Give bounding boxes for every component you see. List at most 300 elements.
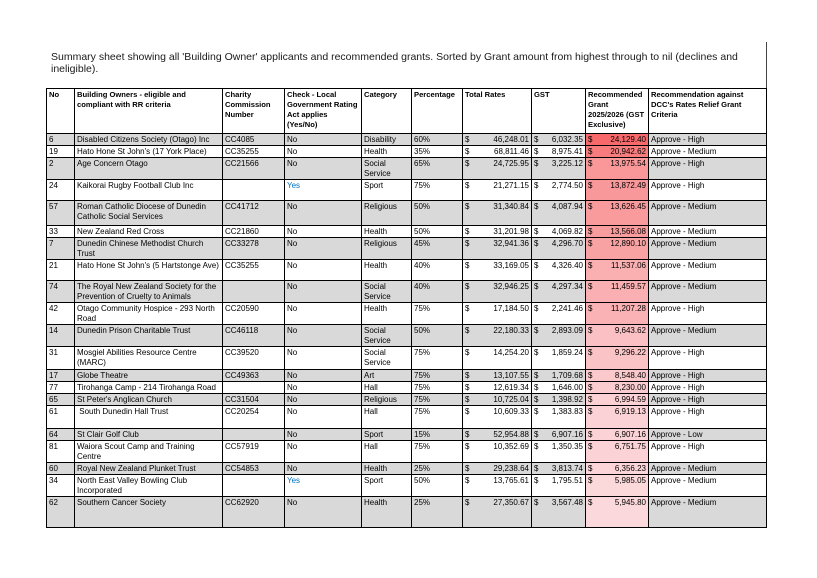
title-cell-right-border: [766, 42, 767, 88]
gst-amount: 4,297.34: [551, 282, 583, 291]
gst-amount: 1,859.24: [551, 348, 583, 357]
grant-amount: 11,207.28: [611, 304, 646, 313]
grant-amount: 8,230.00: [614, 383, 646, 392]
table-row: [47, 281, 767, 303]
cell-gst: [532, 325, 586, 347]
currency-symbol: $: [588, 135, 593, 144]
cell-owner: Dunedin Chinese Methodist Church Trust: [75, 238, 223, 260]
cell-total_rates: [463, 347, 532, 370]
cell-category: Health: [362, 303, 412, 325]
grant-amount: 24,129.40: [610, 135, 646, 144]
cell-owner: Otago Community Hospice - 293 North Road: [75, 303, 223, 325]
cell-grant: [586, 463, 649, 475]
gst-amount: 2,241.46: [551, 304, 583, 313]
cell-recommendation: Approve - High: [649, 347, 767, 370]
currency-symbol: $: [534, 135, 539, 144]
cell-category: Health: [362, 146, 412, 158]
cell-category: Religious: [362, 394, 412, 406]
currency-symbol: $: [465, 476, 470, 485]
cell-gst: [532, 146, 586, 158]
total_rates-amount: 33,169.05: [493, 261, 529, 270]
grant-amount: 13,975.54: [610, 159, 646, 168]
cell-check: No: [285, 238, 362, 260]
gst-amount: 1,709.68: [551, 371, 583, 380]
cell-recommendation: Approve - High: [649, 406, 767, 429]
cell-charity: [223, 429, 285, 441]
cell-total_rates: [463, 441, 532, 463]
cell-gst: [532, 441, 586, 463]
total_rates-amount: 10,609.33: [493, 407, 529, 416]
cell-check: No: [285, 281, 362, 303]
cell-grant: [586, 201, 649, 226]
cell-total_rates: [463, 226, 532, 238]
cell-grant: [586, 441, 649, 463]
table-body: [47, 134, 767, 528]
column-header-check: Check - Local Government Rating Act applies (Yes/No): [285, 89, 362, 134]
cell-check: No: [285, 325, 362, 347]
cell-gst: [532, 226, 586, 238]
cell-owner: St Clair Golf Club: [75, 429, 223, 441]
cell-recommendation: Approve - Low: [649, 429, 767, 441]
cell-category: Art: [362, 370, 412, 382]
cell-percentage: 15%: [412, 429, 463, 441]
currency-symbol: $: [588, 464, 593, 473]
cell-recommendation: Approve - Medium: [649, 201, 767, 226]
cell-recommendation: Approve - Medium: [649, 497, 767, 528]
column-header-total_rates: Total Rates: [463, 89, 532, 134]
cell-recommendation: Approve - High: [649, 158, 767, 180]
cell-category: Sport: [362, 429, 412, 441]
gst-amount: 8,975.41: [551, 147, 583, 156]
cell-recommendation: Approve - Medium: [649, 325, 767, 347]
grant-amount: 11,459.57: [611, 282, 646, 291]
cell-total_rates: [463, 463, 532, 475]
currency-symbol: $: [465, 407, 470, 416]
cell-total_rates: [463, 394, 532, 406]
cell-percentage: 50%: [412, 325, 463, 347]
grant-amount: 6,356.23: [614, 464, 646, 473]
currency-symbol: $: [465, 498, 470, 507]
cell-no: 42: [47, 303, 75, 325]
cell-check: No: [285, 260, 362, 281]
currency-symbol: $: [534, 407, 539, 416]
cell-no: 7: [47, 238, 75, 260]
cell-check: No: [285, 303, 362, 325]
total_rates-amount: 46,248.01: [493, 135, 529, 144]
cell-recommendation: Approve - High: [649, 303, 767, 325]
cell-owner: Age Concern Otago: [75, 158, 223, 180]
cell-total_rates: [463, 134, 532, 146]
currency-symbol: $: [534, 348, 539, 357]
cell-percentage: 50%: [412, 201, 463, 226]
total_rates-amount: 24,725.95: [493, 159, 529, 168]
cell-no: 19: [47, 146, 75, 158]
currency-symbol: $: [465, 181, 470, 190]
grant-amount: 5,945.80: [614, 498, 646, 507]
page-title: Summary sheet showing all 'Building Owner' applicants and recommended grants. Sorted by Grant amount from highest through to nil (declines and ineligible).: [51, 51, 738, 75]
cell-no: 24: [47, 180, 75, 201]
total_rates-amount: 31,340.84: [493, 202, 529, 211]
currency-symbol: $: [534, 498, 539, 507]
header-row: [47, 89, 767, 134]
cell-gst: [532, 303, 586, 325]
cell-category: Social Service: [362, 347, 412, 370]
cell-check: No: [285, 497, 362, 528]
currency-symbol: $: [534, 371, 539, 380]
cell-charity: CC33278: [223, 238, 285, 260]
cell-grant: [586, 260, 649, 281]
currency-symbol: $: [534, 442, 539, 451]
cell-no: 64: [47, 429, 75, 441]
column-header-category: Category: [362, 89, 412, 134]
currency-symbol: $: [588, 395, 593, 404]
cell-no: 31: [47, 347, 75, 370]
cell-total_rates: [463, 303, 532, 325]
currency-symbol: $: [588, 159, 593, 168]
cell-grant: [586, 325, 649, 347]
cell-total_rates: [463, 429, 532, 441]
currency-symbol: $: [588, 348, 593, 357]
total_rates-amount: 10,725.04: [493, 395, 529, 404]
grant-amount: 6,907.16: [614, 430, 646, 439]
cell-recommendation: Approve - High: [649, 370, 767, 382]
cell-category: Health: [362, 260, 412, 281]
cell-grant: [586, 238, 649, 260]
cell-check: No: [285, 347, 362, 370]
cell-check: No: [285, 370, 362, 382]
table-row: [47, 146, 767, 158]
currency-symbol: $: [534, 395, 539, 404]
cell-owner: Mosgiel Abilities Resource Centre (MARC): [75, 347, 223, 370]
cell-grant: [586, 281, 649, 303]
currency-symbol: $: [588, 371, 593, 380]
cell-category: Hall: [362, 441, 412, 463]
total_rates-amount: 32,946.25: [493, 282, 529, 291]
cell-gst: [532, 463, 586, 475]
table-row: [47, 238, 767, 260]
cell-no: 57: [47, 201, 75, 226]
gst-amount: 1,350.35: [551, 442, 583, 451]
cell-category: Religious: [362, 201, 412, 226]
table-row: [47, 382, 767, 394]
cell-owner: St Peter's Anglican Church: [75, 394, 223, 406]
gst-amount: 2,893.09: [551, 326, 583, 335]
currency-symbol: $: [588, 498, 593, 507]
cell-gst: [532, 260, 586, 281]
table-row: [47, 347, 767, 370]
cell-percentage: 60%: [412, 134, 463, 146]
cell-recommendation: Approve - Medium: [649, 238, 767, 260]
column-header-charity: Charity Commission Number: [223, 89, 285, 134]
currency-symbol: $: [534, 326, 539, 335]
cell-grant: [586, 394, 649, 406]
currency-symbol: $: [465, 202, 470, 211]
currency-symbol: $: [465, 371, 470, 380]
table-row: [47, 463, 767, 475]
currency-symbol: $: [465, 442, 470, 451]
currency-symbol: $: [534, 147, 539, 156]
cell-percentage: 65%: [412, 158, 463, 180]
grants-table: [46, 88, 767, 528]
cell-recommendation: Approve - Medium: [649, 260, 767, 281]
cell-charity: [223, 382, 285, 394]
total_rates-amount: 14,254.20: [493, 348, 529, 357]
cell-grant: [586, 180, 649, 201]
cell-percentage: 35%: [412, 146, 463, 158]
cell-no: 21: [47, 260, 75, 281]
cell-check: No: [285, 441, 362, 463]
cell-grant: [586, 429, 649, 441]
cell-recommendation: Approve - High: [649, 441, 767, 463]
cell-percentage: 75%: [412, 406, 463, 429]
cell-owner: South Dunedin Hall Trust: [75, 406, 223, 429]
cell-owner: The Royal New Zealand Society for the Prevention of Cruelty to Animals: [75, 281, 223, 303]
currency-symbol: $: [534, 430, 539, 439]
currency-symbol: $: [534, 304, 539, 313]
cell-category: Sport: [362, 475, 412, 497]
cell-percentage: 75%: [412, 382, 463, 394]
currency-symbol: $: [588, 326, 593, 335]
currency-symbol: $: [465, 135, 470, 144]
cell-no: 34: [47, 475, 75, 497]
cell-category: Disability: [362, 134, 412, 146]
cell-check: No: [285, 429, 362, 441]
cell-check: Yes: [285, 180, 362, 201]
cell-total_rates: [463, 158, 532, 180]
currency-symbol: $: [465, 395, 470, 404]
gst-amount: 4,087.94: [551, 202, 583, 211]
cell-total_rates: [463, 146, 532, 158]
currency-symbol: $: [588, 442, 593, 451]
cell-no: 74: [47, 281, 75, 303]
cell-percentage: 25%: [412, 463, 463, 475]
cell-category: Health: [362, 463, 412, 475]
currency-symbol: $: [534, 239, 539, 248]
cell-grant: [586, 497, 649, 528]
cell-no: 65: [47, 394, 75, 406]
table-row: [47, 303, 767, 325]
cell-charity: CC62920: [223, 497, 285, 528]
table-row: [47, 158, 767, 180]
grant-amount: 13,626.45: [610, 202, 646, 211]
cell-check: No: [285, 134, 362, 146]
cell-recommendation: Approve - Medium: [649, 463, 767, 475]
cell-category: Hall: [362, 382, 412, 394]
cell-gst: [532, 238, 586, 260]
cell-owner: Tirohanga Camp - 214 Tirohanga Road: [75, 382, 223, 394]
cell-owner: Disabled Citizens Society (Otago) Inc: [75, 134, 223, 146]
grant-amount: 6,994.59: [614, 395, 646, 404]
cell-grant: [586, 146, 649, 158]
total_rates-amount: 13,765.61: [493, 476, 529, 485]
cell-percentage: 75%: [412, 303, 463, 325]
cell-check: No: [285, 394, 362, 406]
cell-charity: CC31504: [223, 394, 285, 406]
cell-gst: [532, 475, 586, 497]
cell-no: 60: [47, 463, 75, 475]
currency-symbol: $: [465, 348, 470, 357]
cell-percentage: 45%: [412, 238, 463, 260]
cell-total_rates: [463, 201, 532, 226]
currency-symbol: $: [534, 476, 539, 485]
cell-total_rates: [463, 180, 532, 201]
gst-amount: 6,907.16: [551, 430, 583, 439]
currency-symbol: $: [465, 261, 470, 270]
table-row: [47, 180, 767, 201]
cell-charity: [223, 475, 285, 497]
cell-charity: CC54853: [223, 463, 285, 475]
table-row: [47, 406, 767, 429]
cell-category: Hall: [362, 406, 412, 429]
cell-no: 81: [47, 441, 75, 463]
cell-charity: CC35255: [223, 146, 285, 158]
currency-symbol: $: [588, 239, 593, 248]
cell-total_rates: [463, 406, 532, 429]
cell-owner: Dunedin Prison Charitable Trust: [75, 325, 223, 347]
gst-amount: 4,069.82: [551, 227, 583, 236]
cell-owner: Royal New Zealand Plunket Trust: [75, 463, 223, 475]
cell-total_rates: [463, 238, 532, 260]
currency-symbol: $: [465, 147, 470, 156]
cell-charity: CC46118: [223, 325, 285, 347]
table-row: [47, 475, 767, 497]
currency-symbol: $: [588, 181, 593, 190]
cell-grant: [586, 406, 649, 429]
cell-check: No: [285, 463, 362, 475]
cell-total_rates: [463, 370, 532, 382]
cell-owner: Kaikorai Rugby Football Club Inc: [75, 180, 223, 201]
currency-symbol: $: [534, 202, 539, 211]
cell-gst: [532, 180, 586, 201]
cell-charity: CC4085: [223, 134, 285, 146]
currency-symbol: $: [534, 282, 539, 291]
grant-amount: 8,548.40: [614, 371, 646, 380]
gst-amount: 3,225.12: [551, 159, 583, 168]
currency-symbol: $: [588, 430, 593, 439]
cell-owner: New Zealand Red Cross: [75, 226, 223, 238]
cell-percentage: 40%: [412, 260, 463, 281]
cell-gst: [532, 382, 586, 394]
gst-amount: 3,813.74: [551, 464, 583, 473]
cell-percentage: 75%: [412, 347, 463, 370]
currency-symbol: $: [465, 227, 470, 236]
cell-owner: Globe Theatre: [75, 370, 223, 382]
table-row: [47, 226, 767, 238]
cell-percentage: 50%: [412, 226, 463, 238]
cell-owner: North East Valley Bowling Club Incorporated: [75, 475, 223, 497]
grant-amount: 13,566.08: [610, 227, 646, 236]
currency-symbol: $: [465, 326, 470, 335]
cell-percentage: 75%: [412, 441, 463, 463]
total_rates-amount: 29,238.64: [493, 464, 529, 473]
cell-recommendation: Approve - Medium: [649, 146, 767, 158]
cell-charity: CC20590: [223, 303, 285, 325]
cell-no: 61: [47, 406, 75, 429]
cell-owner: Waiora Scout Camp and Training Centre: [75, 441, 223, 463]
cell-charity: CC21566: [223, 158, 285, 180]
cell-no: 14: [47, 325, 75, 347]
cell-category: Health: [362, 497, 412, 528]
grant-amount: 13,872.49: [610, 181, 646, 190]
total_rates-amount: 32,941.36: [493, 239, 529, 248]
column-header-no: No: [47, 89, 75, 134]
cell-check: Yes: [285, 475, 362, 497]
cell-grant: [586, 475, 649, 497]
currency-symbol: $: [534, 464, 539, 473]
total_rates-amount: 13,107.55: [493, 371, 529, 380]
cell-gst: [532, 394, 586, 406]
table-row: [47, 497, 767, 528]
cell-gst: [532, 497, 586, 528]
currency-symbol: $: [534, 383, 539, 392]
currency-symbol: $: [465, 430, 470, 439]
cell-charity: CC21860: [223, 226, 285, 238]
cell-no: 6: [47, 134, 75, 146]
currency-symbol: $: [534, 181, 539, 190]
cell-total_rates: [463, 497, 532, 528]
cell-gst: [532, 429, 586, 441]
cell-grant: [586, 382, 649, 394]
table-row: [47, 260, 767, 281]
cell-charity: CC20254: [223, 406, 285, 429]
cell-gst: [532, 134, 586, 146]
cell-total_rates: [463, 281, 532, 303]
total_rates-amount: 27,350.67: [493, 498, 529, 507]
cell-check: No: [285, 146, 362, 158]
total_rates-amount: 12,619.34: [493, 383, 529, 392]
cell-percentage: 40%: [412, 281, 463, 303]
cell-recommendation: Approve - High: [649, 382, 767, 394]
cell-percentage: 50%: [412, 475, 463, 497]
grant-amount: 6,751.75: [614, 442, 646, 451]
cell-percentage: 75%: [412, 394, 463, 406]
total_rates-amount: 21,271.15: [493, 181, 529, 190]
cell-no: 17: [47, 370, 75, 382]
cell-check: No: [285, 406, 362, 429]
column-header-grant: Recommended Grant 2025/2026 (GST Exclusive): [586, 89, 649, 134]
cell-recommendation: Approve - Medium: [649, 475, 767, 497]
cell-gst: [532, 370, 586, 382]
currency-symbol: $: [588, 227, 593, 236]
gst-amount: 1,646.00: [551, 383, 583, 392]
cell-category: Religious: [362, 238, 412, 260]
currency-symbol: $: [588, 383, 593, 392]
table-row: [47, 394, 767, 406]
gst-amount: 2,774.50: [551, 181, 583, 190]
cell-grant: [586, 347, 649, 370]
cell-recommendation: Approve - High: [649, 394, 767, 406]
cell-percentage: 75%: [412, 370, 463, 382]
cell-grant: [586, 226, 649, 238]
cell-total_rates: [463, 325, 532, 347]
cell-check: No: [285, 226, 362, 238]
cell-recommendation: Approve - High: [649, 180, 767, 201]
currency-symbol: $: [465, 239, 470, 248]
cell-percentage: 25%: [412, 497, 463, 528]
cell-total_rates: [463, 382, 532, 394]
cell-gst: [532, 406, 586, 429]
cell-total_rates: [463, 260, 532, 281]
currency-symbol: $: [588, 147, 593, 156]
cell-owner: Roman Catholic Diocese of Dunedin Catholic Social Services: [75, 201, 223, 226]
cell-owner: Hato Hone St John's (5 Hartstonge Ave): [75, 260, 223, 281]
cell-recommendation: Approve - High: [649, 134, 767, 146]
cell-charity: CC49363: [223, 370, 285, 382]
gst-amount: 1,398.92: [551, 395, 583, 404]
currency-symbol: $: [588, 282, 593, 291]
grant-amount: 11,537.06: [611, 261, 646, 270]
table-row: [47, 429, 767, 441]
